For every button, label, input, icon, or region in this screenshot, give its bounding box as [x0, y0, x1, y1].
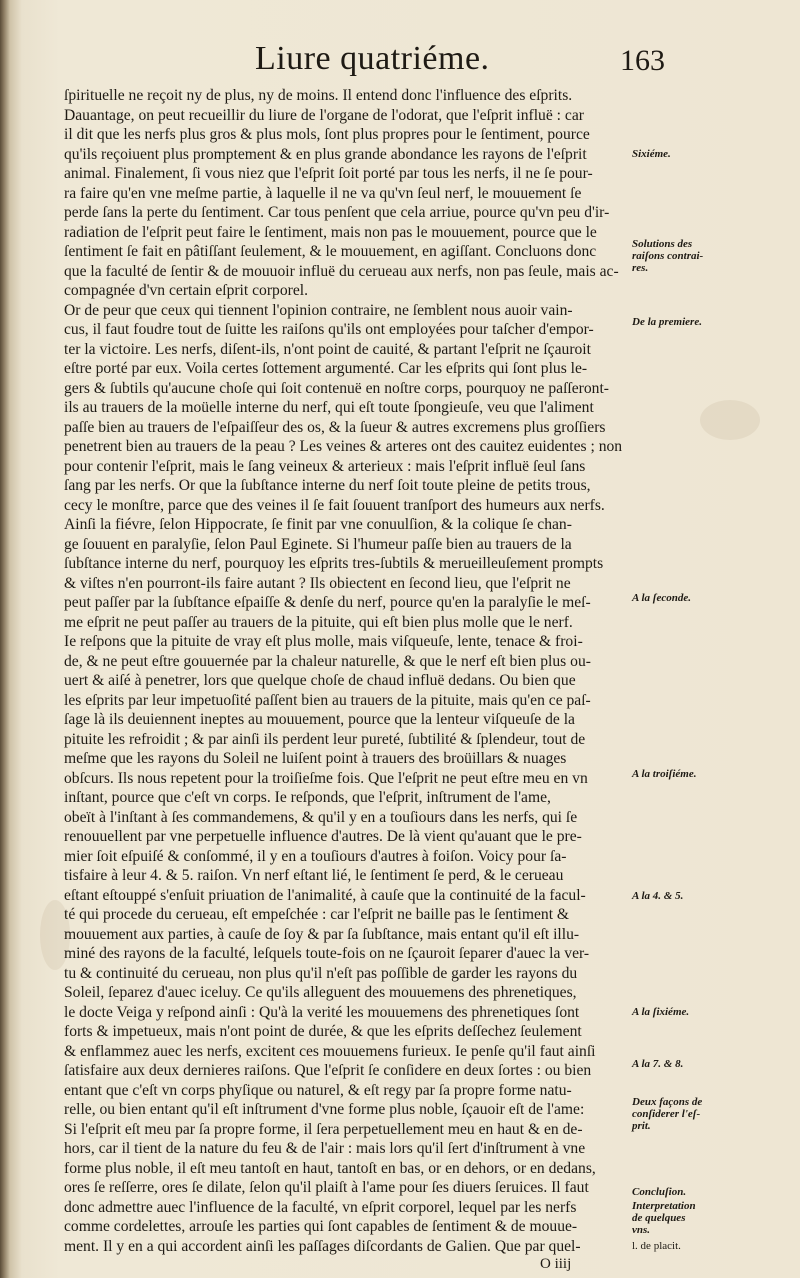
- text-line: ſatisfaire aux deux dernieres raiſons. Que l'eſprit ſe conſidere en deux ſortes : ou bien: [64, 1062, 592, 1079]
- text-line: forme plus noble, il eſt meu tantoſt en haut, tantoſt en bas, or en dehors, or en dedans,: [64, 1159, 596, 1177]
- text-line: ge ſouuent en paralyſie, ſelon Paul Eginete. Si l'humeur paſſe bien au trauers de la: [64, 535, 572, 553]
- text-line: qu'ils reçoiuent plus promptement & en plus grande abondance les rayons de l'eſprit: [64, 145, 587, 163]
- text-line: Dauantage, on peut recueillir du liure de l'organe de l'odorat, que l'eſprit influë : car: [64, 106, 584, 124]
- text-line: hors, car il tient de la nature du feu & de l'air : mais lors qu'il ſert d'inſtrument à vne: [64, 1140, 586, 1157]
- text-line: mouuement aux parties, à cauſe de ſoy & par ſa ſubſtance, mais entant qu'il eſt illu-: [64, 925, 580, 943]
- text-line: il dit que les nerfs plus gros & plus mols, ſont plus propres pour le ſentiment, pource: [64, 126, 590, 143]
- text-line: pour contenir l'eſprit, mais le ſang veineux & arterieux : mais l'eſprit influë ſeul ſans: [64, 457, 586, 475]
- marginal-line: Sixiéme.: [632, 148, 671, 160]
- text-line: Ie reſpons que la pituite de vray eſt plus molle, mais viſqueuſe, lente, tenace & froi-: [64, 633, 583, 650]
- text-line: mier ſoit eſpuiſé & conſommé, il y en a touſiours d'autres à foiſon. Voicy pour ſa-: [64, 847, 567, 865]
- text-line: & viſtes n'en pourront-ils faire autant ? Ils obiectent en ſecond lieu, que l'eſprit ne: [64, 574, 571, 592]
- marginal-line: vns.: [632, 1224, 651, 1236]
- text-line: de, & ne peut eſtre gouuernée par la chaleur naturelle, & que le nerf eſt bien plus ou-: [64, 652, 591, 670]
- marginal-note: [632, 1058, 792, 1070]
- marginal-line: l. de placit.: [632, 1240, 681, 1252]
- marginal-line: res.: [632, 262, 649, 274]
- text-line: ſubſtance interne du nerf, pourquoy les eſprits tres-ſubtils & merueilleuſement prompts: [64, 555, 604, 572]
- text-line: miné des rayons de la faculté, leſquels toute-fois on ne ſçauroit ſeparer d'auec la ver-: [64, 945, 590, 962]
- text-line: les eſprits par leur impetuoſité paſſent bien au trauers de la pituite, mais qu'en ce paſ-: [64, 691, 591, 709]
- text-line: té qui procede du cerueau, eſt empeſchée : car l'eſprit ne baille pas le ſentiment &: [64, 906, 570, 923]
- text-line: obeït à l'inſtant à ſes commandemens, & qu'il y en a touſiours dans les nerfs, qui ſe: [64, 808, 578, 826]
- text-line: ſang par les nerfs. Or que la ſubſtance interne du nerf ſoit toute pleine de petits trous,: [64, 477, 591, 494]
- text-line: le docte Veiga y reſpond ainſi : Qu'à la verité les mouuemens des phrenetiques ſont: [64, 1003, 580, 1021]
- marginal-line: prit.: [632, 1120, 651, 1132]
- text-line: peut paſſer par la ſubſtance eſpaiſſe & denſe du nerf, pource qu'en la paralyſie le meſ-: [64, 594, 591, 611]
- signature-mark: O iiij: [540, 1256, 572, 1272]
- text-line: forts & impetueux, mais n'ont point de durée, & que les eſprits deſſechez ſeulement: [64, 1023, 582, 1040]
- text-line: & enflammez auec les nerfs, excitent ces mouuemens furieux. Ie penſe qu'il faut ainſi: [64, 1042, 596, 1060]
- text-line: radiation de l'eſprit peut faire le ſentiment, mais non pas le mouuement, pource que le: [64, 223, 597, 241]
- text-line: cus, il faut foudre tout de ſuitte les raiſons qu'ils ont employées pour taſcher d'empor-: [64, 321, 594, 338]
- text-line: Or de peur que ceux qui tiennent l'opinion contraire, ne ſemblent nous auoir vain-: [64, 301, 573, 319]
- text-line: compagnée d'vn certain eſprit corporel.: [64, 282, 308, 299]
- marginal-line: A la ſixiéme.: [632, 1006, 690, 1018]
- text-line: Si l'eſprit eſt meu par ſa propre forme, il ſera perpetuellement meu en haut & en de-: [64, 1120, 583, 1138]
- marginal-note: [632, 1240, 792, 1252]
- text-line: uert & aiſé à penetrer, lors que quelque choſe de chaud influë dedans. Ou bien que: [64, 672, 576, 689]
- paper-stain: [700, 400, 760, 440]
- text-line: relle, ou bien entant qu'il eſt inſtrument d'vne forme plus noble, ſçauoir eſt de l'ame:: [64, 1101, 585, 1118]
- marginal-line: A la 4. & 5.: [632, 890, 684, 902]
- marginal-line: Interpretation: [632, 1200, 696, 1212]
- text-line: que la faculté de ſentir & de mouuoir influë du cerueau aux nerfs, non pas ſeule, mais ac-: [64, 262, 619, 280]
- page-header: [255, 40, 665, 84]
- marginal-note: [632, 1200, 792, 1236]
- text-line: entant que c'eſt vn corps phyſique ou naturel, & eſt regy par ſa propre forme natu-: [64, 1081, 572, 1099]
- text-line: penetrent bien au trauers de la peau ? Les veines & arteres ont des cauitez euidentes ; non: [64, 438, 623, 455]
- page-number: 163: [620, 44, 665, 77]
- marginal-note: [632, 316, 792, 328]
- running-title: Liure quatriéme.: [255, 40, 490, 77]
- marginal-note: [632, 768, 792, 780]
- text-line: obſcurs. Ils nous repetent pour la troiſieſme fois. Que l'eſprit ne peut eſtre meu en vn: [64, 769, 588, 787]
- text-line: ment. Il y en a qui accordent ainſi les paſſages diſcordants de Galien. Que par quel-: [64, 1237, 581, 1255]
- marginal-line: Concluſion.: [632, 1186, 687, 1198]
- text-line: me eſprit ne peut paſſer au trauers de la pituite, qui eſt bien plus molle que le nerf.: [64, 613, 573, 631]
- marginal-note: [632, 1006, 792, 1018]
- text-line: meſme que les rayons du Soleil ne luiſent point à trauers des broüillars & nuages: [64, 750, 567, 767]
- text-line: ter la victoire. Les nerfs, diſent-ils, n'ont point de cauité, & partant l'eſprit ne ſçauroit: [64, 340, 591, 358]
- text-line: Ainſi la fiévre, ſelon Hippocrate, ſe finit par vne conuulſion, & la colique ſe chan-: [64, 516, 572, 533]
- marginal-note: [632, 592, 792, 604]
- text-line: cecy le monſtre, parce que des veines il ſe fait ſouuent tranſport des humeurs aux nerfs.: [64, 496, 605, 514]
- text-line: ſentiment ſe fait en pâtiſſant ſeulement, & le mouuement, en agiſſant. Concluons donc: [64, 243, 597, 260]
- marginal-line: A la 7. & 8.: [632, 1058, 684, 1070]
- text-line: Soleil, ſeparez d'auec iceluy. Ce qu'ils alleguent des mouuemens des phrenetiques,: [64, 984, 577, 1001]
- text-line: tu & continuité du cerueau, non plus qu'il n'eſt pas poſſible de garder les rayons du: [64, 964, 578, 982]
- text-line: eſtant eſtouppé s'enſuit priuation de l'animalité, à cauſe que la continuité de la facul-: [64, 886, 586, 904]
- body-text: [64, 86, 624, 1256]
- marginal-line: Solutions des: [632, 238, 693, 250]
- text-line: tisfaire à leur 4. & 5. raiſon. Vn nerf eſtant lié, le ſentiment ſe perd, & le cerueau: [64, 867, 564, 884]
- text-line: eſtre porté par eux. Voila certes ſottement argumenté. Car les eſprits qui ſont plus le-: [64, 360, 588, 377]
- text-line: renouuellent par vne perpetuelle influence d'autres. De là vient qu'auant que le pre-: [64, 828, 582, 845]
- marginal-note: [632, 890, 792, 902]
- text-line: animal. Finalement, ſi vous niez que l'eſprit ſoit porté par tous les nerfs, il ne ſe pour-: [64, 165, 593, 182]
- marginal-line: de quelques: [632, 1212, 686, 1224]
- marginal-line: Deux façons de: [632, 1096, 703, 1108]
- marginal-note: [632, 238, 792, 274]
- text-line: ores ſe reſſerre, ores ſe dilate, ſelon qu'il plaiſt à l'ame pour ſes diuers ſeruices. Il faut: [64, 1179, 589, 1196]
- marginal-note: [632, 1186, 792, 1198]
- marginal-line: De la premiere.: [632, 316, 702, 328]
- text-line: gers & ſubtils qu'aucune choſe qui ſoit contenuë en noſtre corps, pourquoy ne paſſeront-: [64, 379, 609, 397]
- text-line: donc admettre auec l'influence de la faculté, vn eſprit corporel, lequel par les nerfs: [64, 1198, 577, 1216]
- marginal-line: conſiderer l'eſ-: [632, 1108, 701, 1120]
- text-line: ra faire qu'en vne meſme partie, à laquelle il ne va qu'vn ſeul nerf, le mouuement ſe: [64, 184, 582, 202]
- text-line: paſſe bien au trauers de l'eſpaiſſeur des os, & la ſueur & autres excremens plus groſſiers: [64, 418, 606, 436]
- marginal-line: A la troiſiéme.: [632, 768, 697, 780]
- text-line: ſage là ils deuiennent ineptes au mouuement, pource que la lenteur viſqueuſe de la: [64, 711, 575, 728]
- marginal-line: raiſons contrai-: [632, 250, 704, 262]
- text-line: comme cordelettes, arrouſe les parties qui ſont capables de ſentiment & de mouue-: [64, 1218, 578, 1235]
- text-line: inſtant, pource que c'eſt vn corps. Ie reſponds, que l'eſprit, inſtrument de l'ame,: [64, 789, 551, 806]
- text-line: ſpirituelle ne reçoit ny de plus, ny de moins. Il entend donc l'influence des eſprits.: [64, 87, 573, 104]
- text-line: pituite les refroidit ; & par ainſi ils perdent leur pureté, ſubtilité & ſplendeur, tout de: [64, 730, 586, 748]
- text-line: ils au trauers de la moüelle interne du nerf, qui eſt toute ſpongieuſe, veu que l'aliment: [64, 399, 594, 416]
- marginal-line: A la ſeconde.: [632, 592, 691, 604]
- marginal-note: [632, 148, 792, 160]
- text-line: perde ſans la perte du ſentiment. Car tous penſent que cela arriue, pource qu'vn peu d'ir-: [64, 204, 610, 221]
- marginal-note: [632, 1096, 792, 1132]
